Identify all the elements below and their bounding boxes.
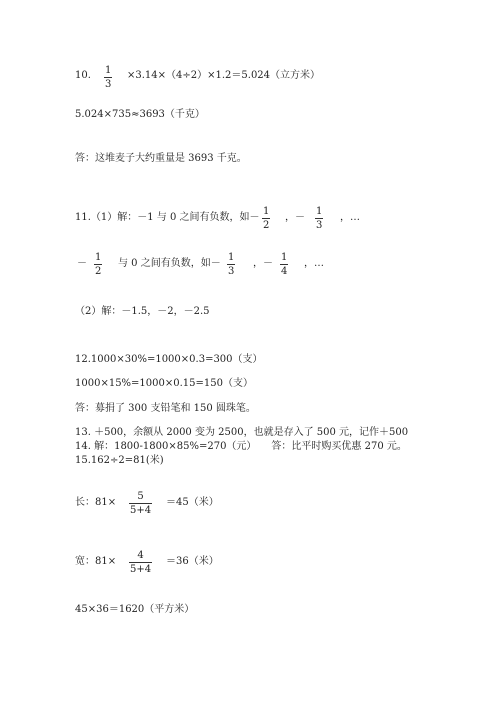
q11-ellipsis: ，… xyxy=(304,258,324,269)
fraction-one-quarter xyxy=(280,252,288,277)
fraction-bar xyxy=(280,264,288,265)
fraction-bar xyxy=(262,218,270,219)
q11-ellipsis: ，… xyxy=(340,212,360,223)
q10-expression: ×3.14×（4÷2）×1.2＝5.024（立方米） xyxy=(127,70,321,81)
q11-part2: （2）解：－1.5，－2，－2.5 xyxy=(75,306,210,317)
numerator: 1 xyxy=(316,206,323,217)
q12-line1: 12.1000×30%=1000×0.3=300（支） xyxy=(75,354,263,365)
q11-separator: ，－ xyxy=(253,258,273,269)
numerator: 4 xyxy=(137,550,144,561)
q10-weight-calc: 5.024×735≈3693（千克） xyxy=(75,109,205,120)
q10-answer: 答：这堆麦子大约重量是 3693 千克。 xyxy=(75,153,247,164)
q15-width-result: ＝36（米） xyxy=(166,556,219,567)
fraction-one-third xyxy=(227,252,235,277)
fraction-four-over-nine xyxy=(129,550,152,575)
q12-line2: 1000×15%=1000×0.15=150（支） xyxy=(75,378,253,389)
q12-answer: 答：募捐了 300 支铅笔和 150 圆珠笔。 xyxy=(75,403,256,414)
q11-separator: ，－ xyxy=(285,212,305,223)
denominator: 3 xyxy=(316,220,323,231)
fraction-five-over-nine xyxy=(129,491,152,516)
denominator: 4 xyxy=(281,266,288,277)
q15-area: 45×36＝1620（平方米） xyxy=(75,604,195,615)
q15-length-result: ＝45（米） xyxy=(166,497,219,508)
fraction-one-half xyxy=(262,206,270,231)
q11-part1-text: 11.（1）解：－1 与 0 之间有负数，如－ xyxy=(75,212,260,223)
fraction-bar xyxy=(94,264,102,265)
numerator: 1 xyxy=(95,252,102,263)
numerator: 1 xyxy=(281,252,288,263)
numerator: 1 xyxy=(263,206,270,217)
denominator: 2 xyxy=(263,220,270,231)
fraction-bar xyxy=(315,218,323,219)
denominator: 5+4 xyxy=(130,505,152,516)
q13-text: 13. ＋500，余额从 2000 变为 2500，也就是存入了 500 元，记作＋500 xyxy=(75,427,409,438)
numerator: 5 xyxy=(137,491,144,502)
fraction-bar xyxy=(227,264,235,265)
denominator: 2 xyxy=(95,266,102,277)
denominator: 3 xyxy=(228,266,235,277)
fraction-bar xyxy=(129,503,152,504)
fraction-one-third xyxy=(104,65,112,90)
fraction-bar xyxy=(129,562,152,563)
denominator: 5+4 xyxy=(130,564,152,575)
q11-negative-sign: － xyxy=(77,258,87,269)
q15-line1: 15.162÷2=81(米) xyxy=(75,455,164,466)
fraction-bar xyxy=(104,77,112,78)
denominator: 3 xyxy=(105,79,112,90)
q11-mid-text: 与 0 之间有负数，如－ xyxy=(118,258,221,269)
q10-number: 10. xyxy=(75,70,91,81)
numerator: 1 xyxy=(105,65,112,76)
q14-text: 14. 解：1800-1800×85%=270（元） 答：比平时购买优惠 270 元。 xyxy=(75,441,407,452)
numerator: 1 xyxy=(228,252,235,263)
fraction-one-half xyxy=(94,252,102,277)
q15-length-prefix: 长：81× xyxy=(75,497,117,508)
fraction-one-third xyxy=(315,206,323,231)
q15-width-prefix: 宽：81× xyxy=(75,556,117,567)
